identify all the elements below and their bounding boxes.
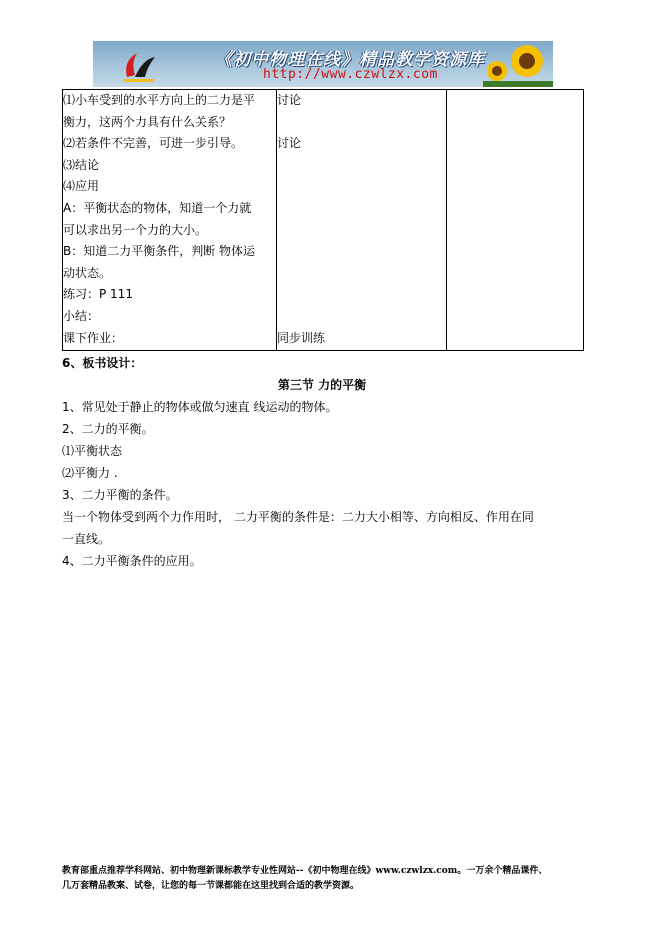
process-line: 衡力，这两个力具有什么关系？ (63, 114, 232, 129)
board-design-heading: 6、板书设计： (62, 356, 143, 370)
activity-line: 同步训练 (277, 330, 326, 345)
section-title: 第三节 力的平衡 (277, 378, 367, 392)
lesson-table (62, 89, 584, 351)
process-line: 练习：P 111 (63, 287, 133, 302)
header-banner (93, 41, 553, 87)
process-line: 可以求出另一个力的大小。 (63, 222, 208, 237)
design-line: 一直线。 (62, 532, 111, 546)
process-line: ⑴小车受到的水平方向上的二力是平 (63, 93, 256, 107)
activity-line: 讨论 (277, 136, 302, 151)
footer-line-2: 几万套精品教案、试卷，让您的每一节课都能在这里找到合适的教学资源。 (62, 881, 360, 891)
banner-title: 《初中物理在线》精品教学资源库 (215, 50, 485, 70)
activity-line (277, 198, 446, 220)
activity-line: 讨论 (277, 93, 302, 107)
activity-line (277, 176, 446, 198)
footer-line-1: 教育部重点推荐学科网站、初中物理新课标教学专业性网站--《初中物理在线》www.czwlzx.com。一万余个精品课件、 (62, 866, 548, 876)
table-cell-process (63, 90, 277, 351)
process-line: ⑶结论 (63, 157, 100, 172)
design-line: 2、二力的平衡。 (62, 422, 154, 436)
process-line: ⑵若条件不完善，可进一步引导。 (63, 136, 244, 151)
design-line: ⑴平衡状态 (62, 444, 123, 458)
process-line: 课下作业： (63, 330, 124, 345)
design-line: 3、二力平衡的条件。 (62, 488, 178, 502)
banner-url: http://www.czwlzx.com (263, 67, 438, 82)
activity-line (277, 263, 446, 285)
process-line: 动状态。 (63, 265, 112, 280)
design-line: 1、常见处于静止的物体或做匀速直 线运动的物体。 (62, 400, 338, 414)
design-line: 当一个物体受到两个力作用时， 二力平衡的条件是：二力大小相等、方向相反、作用在同 (62, 510, 534, 524)
table-cell-activity (277, 90, 447, 351)
sunflower-icon (483, 41, 553, 87)
activity-line (277, 112, 446, 134)
design-line: ⑵平衡力 . (62, 466, 118, 480)
table-cell-notes (447, 90, 584, 351)
process-line: B：知道二力平衡条件，判断 物体运 (63, 244, 256, 259)
process-line: 小结： (63, 308, 100, 323)
activity-line (277, 220, 446, 242)
activity-line (277, 241, 446, 263)
activity-line (277, 155, 446, 177)
site-logo-icon (119, 47, 159, 83)
activity-line (277, 306, 446, 328)
process-line: ⑷应用 (63, 179, 100, 194)
design-line: 4、二力平衡条件的应用。 (62, 554, 202, 568)
activity-line (277, 284, 446, 306)
process-line: A：平衡状态的物体，知道一个力就 (63, 200, 252, 215)
